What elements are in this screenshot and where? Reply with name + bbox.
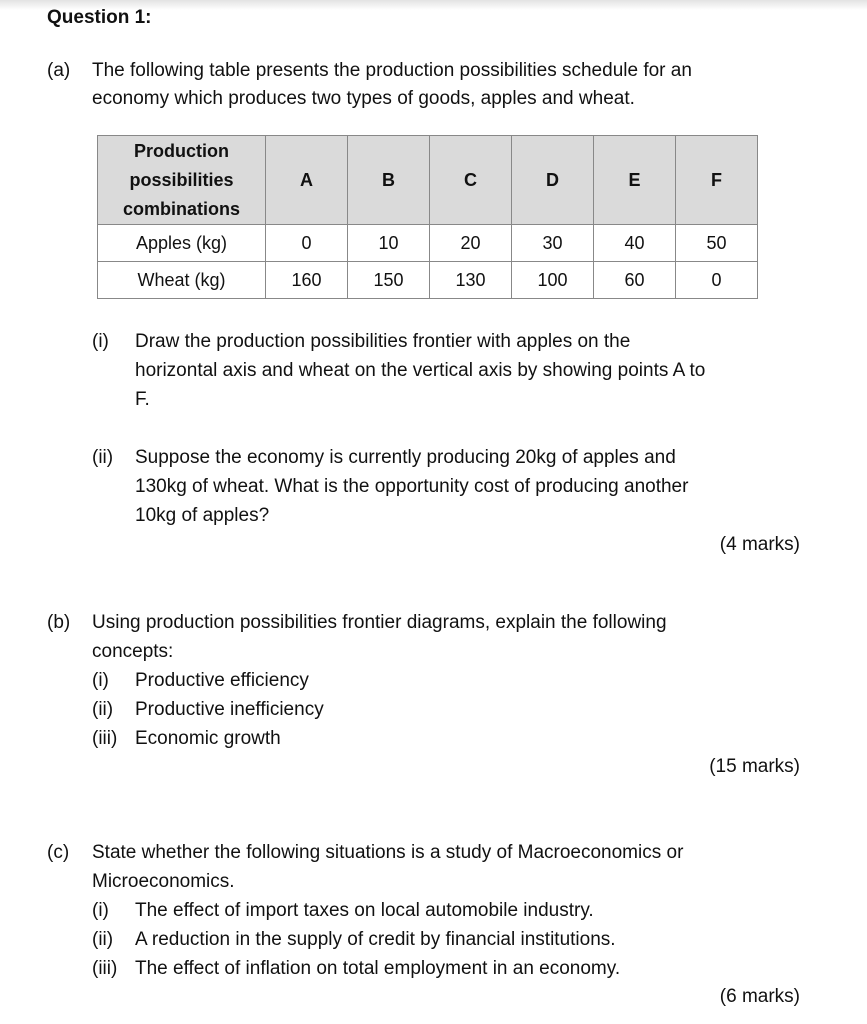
row-label: Wheat (kg): [98, 262, 266, 299]
table-cell: 0: [266, 225, 348, 262]
part-b-item-text: Economic growth: [135, 728, 281, 749]
part-a-i-line-3: F.: [135, 389, 150, 410]
part-a-ii-line-1: Suppose the economy is currently producing 20kg of apples and: [135, 447, 676, 468]
table-cell: 100: [512, 262, 594, 299]
part-b-line-2: concepts:: [92, 641, 174, 662]
part-b-item-label: (ii): [92, 699, 114, 720]
part-c-item-label: (iii): [92, 958, 118, 979]
table-cell: 130: [430, 262, 512, 299]
column-header: A: [266, 136, 348, 225]
table-row: [98, 225, 758, 262]
part-a-i-label: (i): [92, 331, 109, 352]
header-line: possibilities: [129, 169, 234, 190]
part-c-line-1: State whether the following situations is a study of Macroeconomics or: [92, 842, 684, 863]
part-c-marks: (6 marks): [719, 986, 800, 1007]
part-c-item-text: A reduction in the supply of credit by financial institutions.: [135, 929, 616, 950]
part-a-i-line-1: Draw the production possibilities frontier with apples on the: [135, 331, 631, 352]
part-a-line-1: The following table presents the production possibilities schedule for an: [92, 60, 692, 81]
table-cell: 50: [676, 225, 758, 262]
table-header-label: [98, 136, 266, 225]
part-b-item-text: Productive efficiency: [135, 670, 309, 691]
production-possibilities-table: [97, 135, 758, 299]
row-label: Apples (kg): [98, 225, 266, 262]
part-b-item-label: (iii): [92, 728, 118, 749]
column-header: D: [512, 136, 594, 225]
table-cell: 30: [512, 225, 594, 262]
table-cell: 150: [348, 262, 430, 299]
part-c-label: (c): [47, 842, 70, 863]
part-a-marks: (4 marks): [719, 534, 800, 555]
table-cell: 0: [676, 262, 758, 299]
part-c-item-text: The effect of import taxes on local automobile industry.: [135, 900, 594, 921]
part-a-i-line-2: horizontal axis and wheat on the vertical axis by showing points A to: [135, 360, 706, 381]
column-header: E: [594, 136, 676, 225]
part-a-ii-line-3: 10kg of apples?: [135, 505, 270, 526]
column-header: B: [348, 136, 430, 225]
header-line: Production: [134, 140, 229, 161]
table-cell: 60: [594, 262, 676, 299]
part-b-line-1: Using production possibilities frontier diagrams, explain the following: [92, 612, 667, 633]
table-header-row: [98, 136, 758, 225]
table-cell: 10: [348, 225, 430, 262]
part-a-ii-label: (ii): [92, 447, 114, 468]
part-a-label: (a): [47, 60, 71, 81]
part-b-marks: (15 marks): [709, 756, 800, 777]
question-title: Question 1:: [47, 7, 152, 28]
part-c-line-2: Microeconomics.: [92, 871, 235, 892]
part-c-item-label: (i): [92, 900, 109, 921]
table-cell: 40: [594, 225, 676, 262]
table-cell: 160: [266, 262, 348, 299]
column-header: C: [430, 136, 512, 225]
table-row: [98, 262, 758, 299]
part-b-item-label: (i): [92, 670, 109, 691]
part-a-ii-line-2: 130kg of wheat. What is the opportunity cost of producing another: [135, 476, 689, 497]
column-header: F: [676, 136, 758, 225]
header-line: combinations: [122, 198, 240, 219]
part-b-label: (b): [47, 612, 71, 633]
part-c-item-text: The effect of inflation on total employment in an economy.: [135, 958, 621, 979]
part-b-item-text: Productive inefficiency: [135, 699, 324, 720]
part-c-item-label: (ii): [92, 929, 114, 950]
part-a-line-2: economy which produces two types of goods, apples and wheat.: [92, 88, 635, 109]
table-cell: 20: [430, 225, 512, 262]
